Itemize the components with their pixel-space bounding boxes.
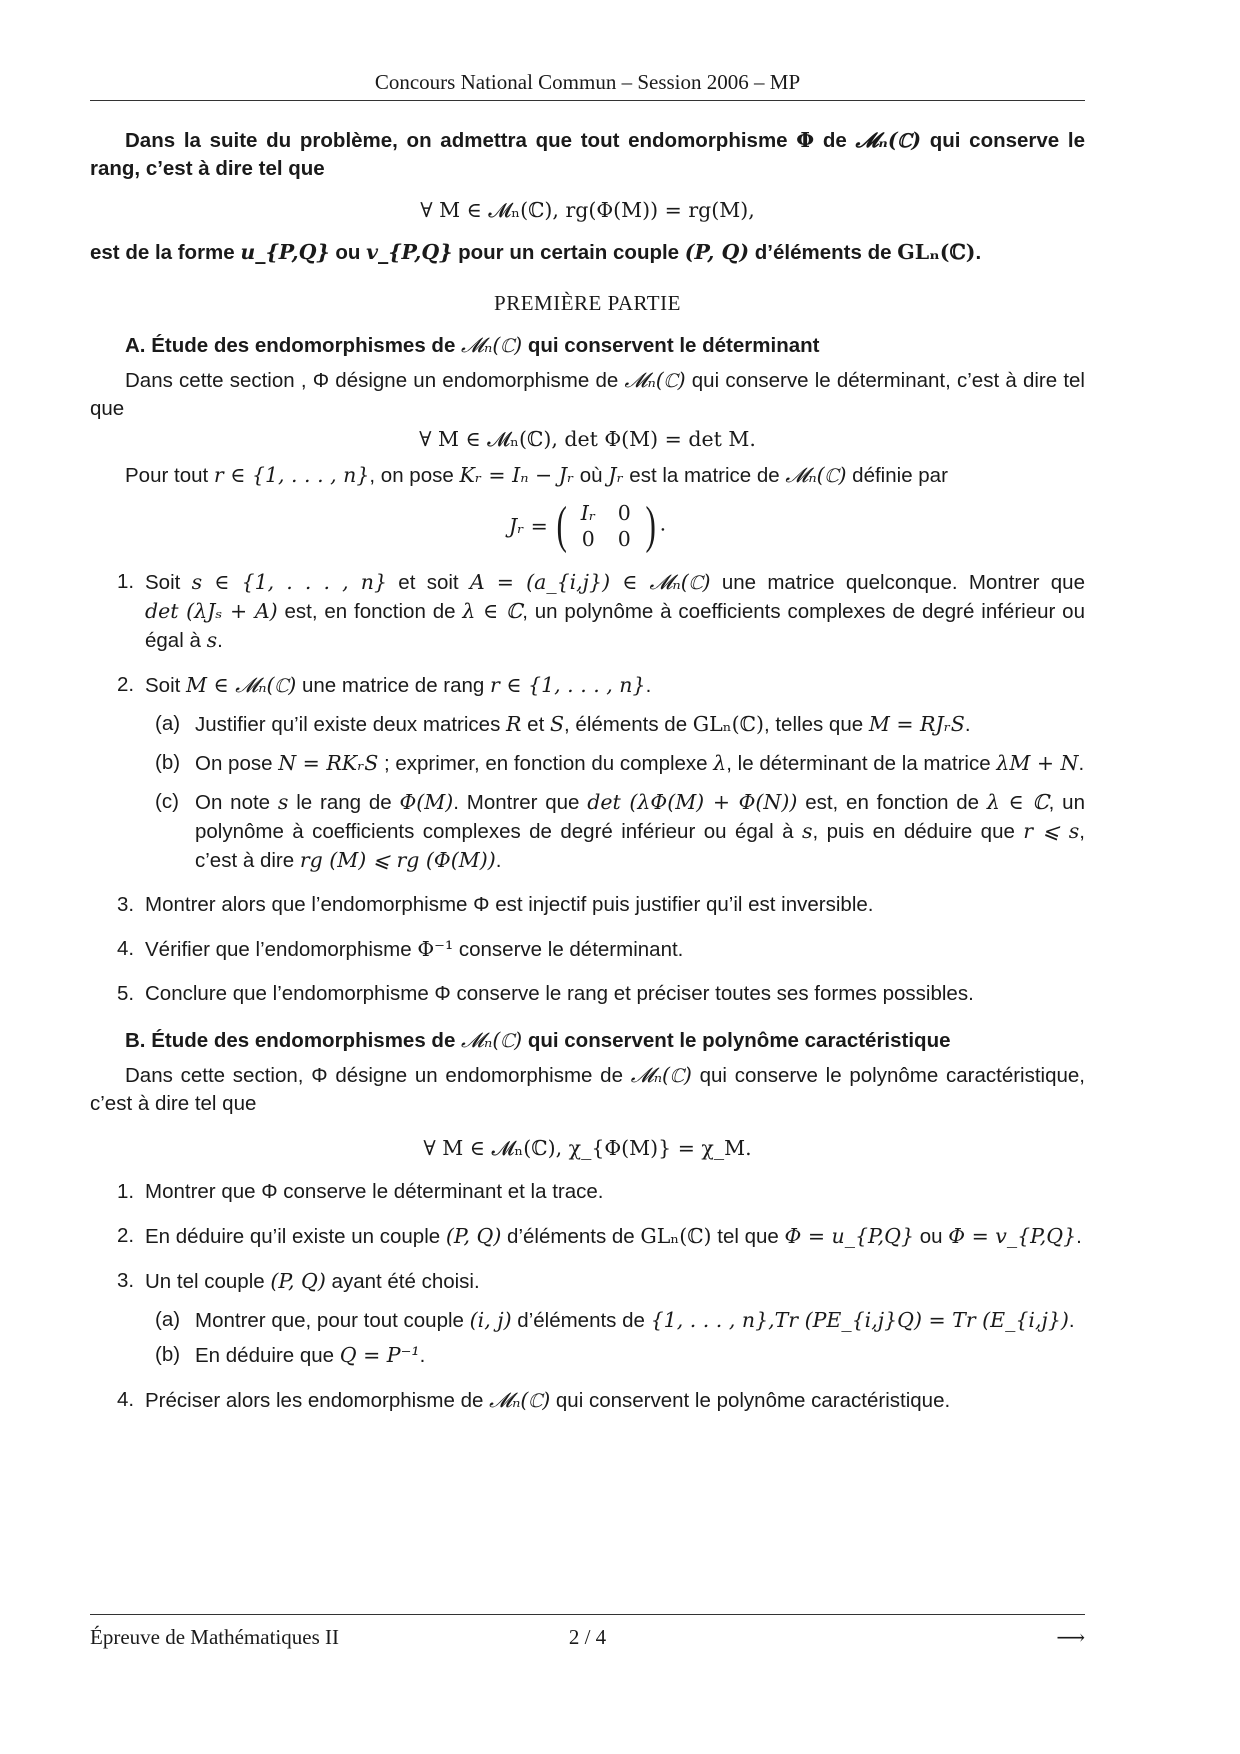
sub-text: , un polynôme à coefficients complexes de degré inférieur ou égal à — [195, 791, 1085, 843]
matrix-cell: Iᵣ — [580, 501, 596, 525]
math-phi-u: Φ = u_{P,Q} — [784, 1224, 915, 1248]
item-text: ayant été choisi. — [325, 1270, 480, 1293]
item-number: 4. — [117, 1388, 135, 1411]
section-a-item-4 — [90, 935, 1085, 964]
math-r-set: r ∈ {1, . . . , n} — [213, 463, 370, 487]
sub-text: Montrer que, pour tout couple — [195, 1309, 470, 1332]
section-a-title-b: qui conservent le déterminant — [522, 334, 820, 357]
math-mn: 𝓜ₙ(ℂ) — [855, 128, 922, 152]
item-number: 1. — [117, 1180, 135, 1203]
item-text: Montrer alors que l’endomorphisme Φ est injectif puis justifier qu’il est inversible. — [145, 893, 874, 916]
math-det-phi: det (λΦ(M) + Φ(N)) — [587, 790, 798, 814]
sub-label: (b) — [155, 1343, 181, 1366]
item-text: Préciser alors les endomorphisme de — [145, 1389, 490, 1412]
item-text: Montrer que Φ conserve le déterminant et la trace. — [145, 1180, 604, 1203]
kr-text-b: , on pose — [369, 464, 460, 487]
item-text: tel que — [711, 1225, 785, 1248]
formula-rank: ∀ M ∈ 𝓜ₙ(ℂ), rg(Φ(M)) = rg(M), — [420, 198, 755, 222]
matrix-jr-lhs: Jᵣ = — [508, 514, 548, 538]
lead-text-1c: qui conserve le rang, c’est à dire tel que — [90, 129, 1085, 180]
math-pq: (P, Q) — [445, 1224, 502, 1248]
right-paren: ) — [645, 497, 657, 554]
math-vpq: v_{P,Q} — [366, 240, 453, 264]
math-r-set: r ∈ {1, . . . , n} — [490, 673, 646, 697]
sub-text: En déduire que — [195, 1344, 340, 1367]
document-body — [90, 126, 1085, 1415]
section-b-title-b: qui conservent le polynôme caractéristique — [522, 1029, 951, 1052]
math-phi-inv: Φ⁻¹ — [417, 937, 454, 961]
sub-text: , puis en déduire que — [812, 820, 1024, 843]
item-number: 4. — [117, 937, 135, 960]
math-mn: 𝓜ₙ(ℂ) — [630, 1063, 692, 1087]
section-b-sub-a — [90, 1306, 1085, 1335]
section-b-title — [125, 1026, 1085, 1055]
sub-text: On note — [195, 791, 278, 814]
math-r-le-s: r ⩽ s — [1023, 819, 1080, 843]
math-gln: GLₙ(ℂ) — [640, 1224, 712, 1248]
math-s: s — [801, 819, 813, 843]
sub-text: d’éléments de — [511, 1309, 651, 1332]
item-text: , un polynôme à coefficients complexes de degré inférieur ou égal à — [145, 600, 1085, 652]
item-text: conserve le déterminant. — [453, 938, 684, 961]
sub-label: (a) — [155, 712, 181, 735]
lead-text-1: Dans la suite du problème, on admettra que tout endomorphisme — [125, 129, 797, 152]
kr-text-a: Pour tout — [125, 464, 214, 487]
sub-label: (b) — [155, 751, 181, 774]
item-number: 1. — [117, 570, 135, 593]
page-header: Concours National Commun – Session 2006 – MP — [374, 70, 801, 94]
matrix-block — [553, 497, 660, 554]
section-a-intro-a: Dans cette section , Φ désigne un endomorphisme de — [125, 369, 625, 392]
lead-text-2d: d’éléments de — [749, 241, 898, 264]
item-text: . — [645, 674, 652, 697]
math-lam-c: λ ∈ ℂ — [462, 599, 523, 623]
left-paren: ( — [556, 497, 567, 554]
section-a-item-1 — [90, 568, 1085, 655]
formula-chi: ∀ M ∈ 𝓜ₙ(ℂ), χ_{Φ(M)} = χ_M. — [423, 1136, 752, 1160]
section-a-title-a: A. Étude des endomorphismes de — [125, 334, 462, 357]
section-b-sub-b — [90, 1341, 1085, 1370]
math-q-inv: Q = P⁻¹ — [339, 1343, 420, 1367]
math-jr: Jᵣ — [608, 463, 624, 487]
lead-text-2c: pour un certain couple — [452, 241, 685, 264]
math-pq: (P, Q) — [270, 1269, 326, 1293]
item-text: Vérifier que l’endomorphisme — [145, 938, 418, 961]
math-m-in: M ∈ 𝓜ₙ(ℂ) — [186, 673, 297, 697]
header-rule — [90, 100, 1085, 101]
section-b-item-3 — [90, 1267, 1085, 1296]
sub-text: , le déterminant de la matrice — [726, 752, 997, 775]
sub-text: est, en fonction de — [797, 791, 987, 814]
item-text: Soit — [145, 571, 192, 594]
math-mn: 𝓜ₙ(ℂ) — [489, 1388, 551, 1412]
math-kr: Kᵣ = Iₙ − Jᵣ — [459, 463, 575, 487]
footer-rule — [90, 1614, 1085, 1615]
math-det-ljs: det (λJₛ + A) — [145, 599, 278, 623]
sub-text: et — [521, 713, 550, 736]
page — [90, 0, 1085, 1754]
next-page-arrow-icon: ⟶ — [1056, 1627, 1085, 1649]
matrix-grid — [570, 500, 642, 552]
math-gln: GLₙ(ℂ) — [692, 712, 764, 736]
lead-text-2e: . — [975, 241, 982, 264]
sub-text: , éléments de — [564, 713, 693, 736]
lead-text-1b: de — [814, 129, 856, 152]
item-text: . — [1076, 1225, 1082, 1248]
lead-text-2a: est de la forme — [90, 241, 241, 264]
sub-text: ; exprimer, en fonction du complexe — [378, 752, 714, 775]
math-mn: 𝓜ₙ(ℂ) — [624, 368, 686, 392]
math-pq: (P, Q) — [684, 240, 750, 264]
math-ij: (i, j) — [469, 1308, 512, 1332]
section-a-sub-b — [90, 749, 1085, 778]
item-text: Un tel couple — [145, 1270, 271, 1293]
lead-paragraph — [90, 126, 1085, 183]
item-text: d’éléments de — [501, 1225, 641, 1248]
math-lmn: λM + N — [996, 751, 1079, 775]
matrix-jr: Jᵣ = ( Iᵣ 0 0 0 ) . — [508, 497, 667, 554]
sub-text: , telles que — [763, 713, 869, 736]
kr-text-e: définie par — [846, 464, 948, 487]
section-b-intro-b: qui conserve le polynôme caractéristique, c’est à dire tel que — [90, 1064, 1085, 1115]
item-text: . — [217, 629, 223, 652]
item-number: 3. — [117, 893, 135, 916]
math-lambda: λ — [713, 751, 727, 775]
matrix-cell: 0 — [581, 527, 595, 551]
item-text: est, en fonction de — [277, 600, 463, 623]
item-text: et soit — [387, 571, 470, 594]
matrix-cell: 0 — [617, 527, 631, 551]
section-b-intro — [90, 1061, 1085, 1118]
sub-text: . — [1078, 752, 1085, 775]
matrix-cell: 0 — [617, 501, 631, 525]
item-number: 2. — [117, 1224, 135, 1247]
sub-label: (c) — [155, 790, 179, 813]
math-s: s — [206, 628, 218, 652]
sub-text: . — [1068, 1309, 1075, 1332]
sub-text: . — [419, 1344, 426, 1367]
sub-text: Justifier qu’il existe deux matrices — [195, 713, 507, 736]
part-title: PREMIÈRE PARTIE — [494, 291, 681, 315]
page-number: 2 / 4 — [568, 1625, 607, 1649]
item-text: Conclure que l’endomorphisme Φ conserve le rang et préciser toutes ses formes possibles. — [145, 982, 974, 1005]
math-phi-v: Φ = v_{P,Q} — [948, 1224, 1077, 1248]
item-number: 2. — [117, 673, 135, 696]
section-a-sub-c — [90, 788, 1085, 875]
section-a-sub-a — [90, 710, 1085, 739]
math-n-rks: N = RKᵣS — [278, 751, 379, 775]
item-number: 5. — [117, 982, 135, 1005]
section-b-title-a: B. Étude des endomorphismes de — [125, 1029, 462, 1052]
lead-text-2b: ou — [329, 241, 367, 264]
lead-paragraph-2 — [90, 238, 1085, 267]
section-b-intro-a: Dans cette section, Φ désigne un endomorphisme de — [125, 1064, 631, 1087]
page-footer — [90, 1625, 1085, 1655]
footer-title: Épreuve de Mathématiques II — [90, 1625, 339, 1649]
section-a-item-5 — [90, 980, 1085, 1008]
math-upq: u_{P,Q} — [240, 240, 330, 264]
sub-text: . Montrer que — [453, 791, 588, 814]
item-text: Soit — [145, 674, 187, 697]
section-b-item-1 — [90, 1178, 1085, 1206]
section-a-kr — [90, 461, 1085, 490]
math-lam-c: λ ∈ ℂ — [986, 790, 1049, 814]
math-s: s — [277, 790, 289, 814]
math-phim: Φ(M) — [399, 790, 454, 814]
section-a-item-3 — [90, 891, 1085, 919]
formula-det: ∀ M ∈ 𝓜ₙ(ℂ), det Φ(M) = det M. — [419, 427, 756, 451]
item-text: une matrice de rang — [296, 674, 491, 697]
kr-text-c: où — [574, 464, 609, 487]
kr-text-d: est la matrice de — [623, 464, 786, 487]
math-m-rjs: M = RJᵣS — [868, 712, 965, 736]
sub-text: On pose — [195, 752, 279, 775]
item-text: ou — [914, 1225, 949, 1248]
section-b-item-4 — [90, 1386, 1085, 1415]
item-number: 3. — [117, 1269, 135, 1292]
sub-text: , c’est à dire — [195, 820, 1085, 872]
sub-label: (a) — [155, 1308, 181, 1331]
item-text: une matrice quelconque. Montrer que — [710, 571, 1085, 594]
math-mn: 𝓜ₙ(ℂ) — [785, 463, 847, 487]
sub-text: le rang de — [288, 791, 400, 814]
math-r: R — [506, 712, 522, 736]
math-s-set: s ∈ {1, . . . , n} — [191, 570, 388, 594]
section-a-item-2 — [90, 671, 1085, 700]
math-gln: GLₙ(ℂ) — [897, 240, 976, 264]
sub-text: . — [964, 713, 971, 736]
section-a-intro — [90, 366, 1085, 423]
sub-text: . — [495, 849, 502, 872]
math-a-def: A = (a_{i,j}) ∈ 𝓜ₙ(ℂ) — [469, 570, 711, 594]
math-s-mat: S — [549, 712, 565, 736]
math-rg-ineq: rg (M) ⩽ rg (Φ(M)) — [299, 848, 496, 872]
section-a-intro-b: qui conserve le déterminant, c’est à dire tel que — [90, 369, 1085, 420]
math-phi: Φ — [796, 128, 815, 152]
item-text: En déduire qu’il existe un couple — [145, 1225, 446, 1248]
section-a-title — [125, 331, 1085, 360]
section-b-item-2 — [90, 1222, 1085, 1251]
item-text: qui conservent le polynôme caractéristique. — [550, 1389, 951, 1412]
math-mn: 𝓜ₙ(ℂ) — [461, 333, 523, 357]
math-mn: 𝓜ₙ(ℂ) — [461, 1028, 523, 1052]
math-trace: {1, . . . , n},Tr (PE_{i,j}Q) = Tr (E_{i,j}) — [650, 1308, 1069, 1332]
